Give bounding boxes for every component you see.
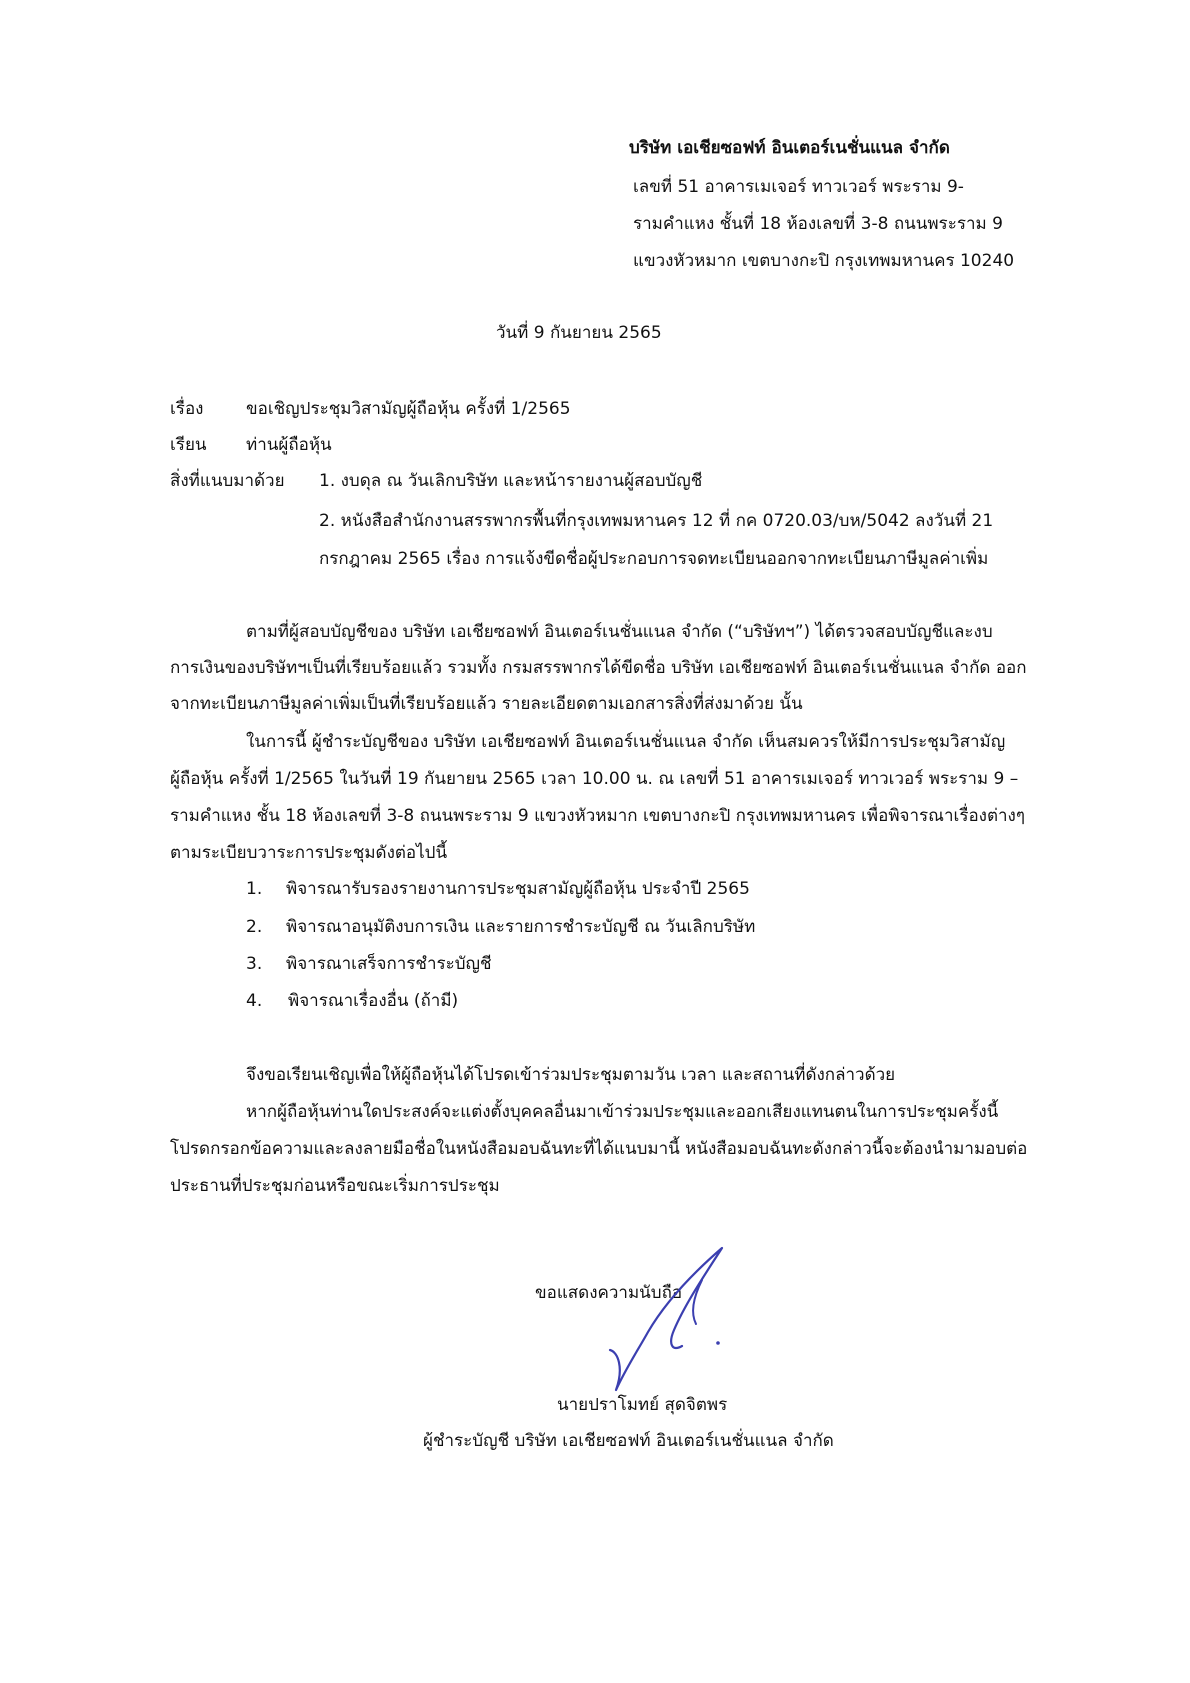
- signatory-name: นายปราโมทย์ สุดจิตพร: [557, 1395, 728, 1415]
- letter-date: วันที่ 9 กันยายน 2565: [496, 323, 662, 343]
- agenda-item-1-text: พิจารณารับรองรายงานการประชุมสามัญผู้ถือหุ้น ประจำปี 2565: [286, 879, 750, 899]
- company-address-line-1: เลขที่ 51 อาคารเมเจอร์ ทาวเวอร์ พระราม 9-: [633, 177, 964, 197]
- agenda-item-1-number: 1.: [246, 879, 263, 899]
- company-address-line-3: แขวงหัวหมาก เขตบางกะปิ กรุงเทพมหานคร 10240: [633, 251, 1015, 271]
- closing-line-4: ประธานที่ประชุมก่อนหรือขณะเริ่มการประชุม: [170, 1176, 500, 1196]
- subject-text: ขอเชิญประชุมวิสามัญผู้ถือหุ้น ครั้งที่ 1/2565: [246, 399, 571, 419]
- attachments-label: สิ่งที่แนบมาด้วย: [170, 471, 285, 491]
- handwritten-signature: [590, 1240, 770, 1400]
- paragraph-2-line-3: รามคำแหง ชั้น 18 ห้องเลขที่ 3-8 ถนนพระราม 9 แขวงหัวหมาก เขตบางกะปิ กรุงเทพมหานคร เพื่อพิจารณาเรื่องต่างๆ: [170, 806, 1025, 826]
- attachment-item-2-line-2: กรกฎาคม 2565 เรื่อง การแจ้งขีดชื่อผู้ประกอบการจดทะเบียนออกจากทะเบียนภาษีมูลค่าเพิ่ม: [319, 549, 989, 569]
- paragraph-1-line-3: จากทะเบียนภาษีมูลค่าเพิ่มเป็นที่เรียบร้อยแล้ว รายละเอียดตามเอกสารสิ่งที่ส่งมาด้วย นั้น: [170, 694, 803, 714]
- paragraph-2-line-2: ผู้ถือหุ้น ครั้งที่ 1/2565 ในวันที่ 19 กันยายน 2565 เวลา 10.00 น. ณ เลขที่ 51 อาคารเมเจอร์ ทาวเวอร์ พระราม 9 –: [170, 769, 1019, 789]
- agenda-item-3-number: 3.: [246, 954, 263, 974]
- signatory-title: ผู้ชำระบัญชี บริษัท เอเชียซอฟท์ อินเตอร์เนชั่นแนล จำกัด: [423, 1431, 834, 1451]
- company-name: บริษัท เอเชียซอฟท์ อินเตอร์เนชั่นแนล จำกัด: [629, 138, 950, 158]
- paragraph-2-line-4: ตามระเบียบวาระการประชุมดังต่อไปนี้: [170, 843, 448, 863]
- recipient-label: เรียน: [170, 435, 207, 455]
- signature-dot: [716, 1341, 720, 1345]
- closing-line-2: หากผู้ถือหุ้นท่านใดประสงค์จะแต่งตั้งบุคคลอื่นมาเข้าร่วมประชุมและออกเสียงแทนตนในการประชุมครั้งนี้: [246, 1102, 999, 1122]
- paragraph-2-line-1: ในการนี้ ผู้ชำระบัญชีของ บริษัท เอเชียซอฟท์ อินเตอร์เนชั่นแนล จำกัด เห็นสมควรให้มีการประชุมวิสามัญ: [246, 732, 1006, 752]
- agenda-item-4-text: พิจารณาเรื่องอื่น (ถ้ามี): [288, 991, 459, 1011]
- agenda-item-2-number: 2.: [246, 917, 263, 937]
- agenda-item-4-number: 4.: [246, 991, 263, 1011]
- closing-line-1: จึงขอเรียนเชิญเพื่อให้ผู้ถือหุ้นได้โปรดเข้าร่วมประชุมตามวัน เวลา และสถานที่ดังกล่าวด้วย: [246, 1065, 896, 1085]
- recipient-text: ท่านผู้ถือหุ้น: [246, 435, 332, 455]
- attachment-item-2-line-1: 2. หนังสือสำนักงานสรรพากรพื้นที่กรุงเทพมหานคร 12 ที่ กค 0720.03/บห/5042 ลงวันที่ 21: [319, 511, 994, 531]
- company-address-line-2: รามคำแหง ชั้นที่ 18 ห้องเลขที่ 3-8 ถนนพระราม 9: [633, 214, 1003, 234]
- agenda-item-2-text: พิจารณาอนุมัติงบการเงิน และรายการชำระบัญชี ณ วันเลิกบริษัท: [286, 917, 756, 937]
- signature-stroke: [610, 1248, 722, 1390]
- paragraph-1-line-2: การเงินของบริษัทฯเป็นที่เรียบร้อยแล้ว รวมทั้ง กรมสรรพากรได้ขีดชื่อ บริษัท เอเชียซอฟท์ อินเตอร์เนชั่นแนล จำกัด ออก: [170, 658, 1027, 678]
- subject-label: เรื่อง: [170, 399, 204, 419]
- closing-line-3: โปรดกรอกข้อความและลงลายมือชื่อในหนังสือมอบฉันทะที่ได้แนบมานี้ หนังสือมอบฉันทะดังกล่าวนี้จะต้องนำมามอบต่อ: [170, 1139, 1028, 1159]
- salutation: ขอแสดงความนับถือ: [535, 1283, 683, 1303]
- agenda-item-3-text: พิจารณาเสร็จการชำระบัญชี: [286, 954, 492, 974]
- paragraph-1-line-1: ตามที่ผู้สอบบัญชีของ บริษัท เอเชียซอฟท์ อินเตอร์เนชั่นแนล จำกัด (“บริษัทฯ”) ได้ตรวจสอบบัญชีและงบ: [246, 622, 993, 642]
- attachment-item-1: 1. งบดุล ณ วันเลิกบริษัท และหน้ารายงานผู้สอบบัญชี: [319, 471, 703, 491]
